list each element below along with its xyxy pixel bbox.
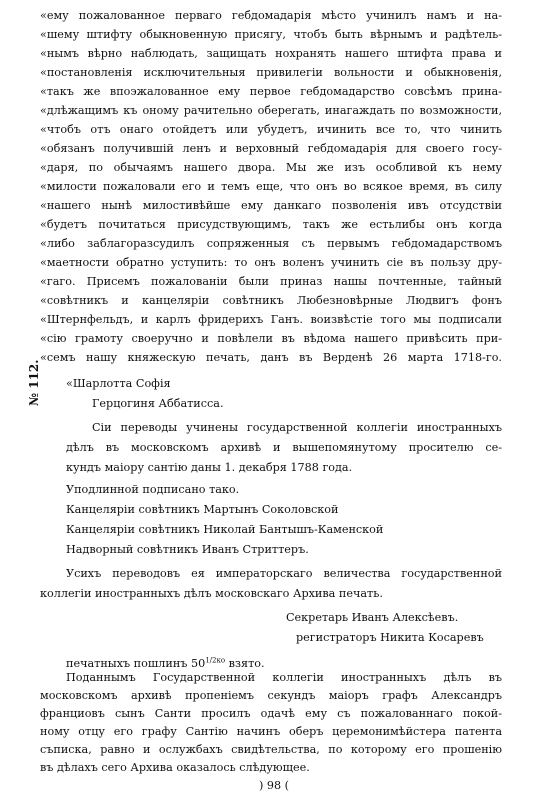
- registrar-line: регистраторъ Никита Косаревъ: [296, 631, 484, 644]
- text-line: «милости пожаловали его и темъ еще, что онъ во всякое время, въ силу: [40, 180, 502, 193]
- text-line: «гаго. Присемъ пожалованіи были приназ нашы почтенные, тайный: [40, 275, 502, 288]
- fee-prefix: печатныхъ пошлинъ 50: [66, 657, 206, 670]
- text-line: «будетъ почитаться присудствующимъ, такъ же естьлибы онъ когда: [40, 218, 502, 231]
- secretary-line: Секретарь Иванъ Алексѣевъ.: [286, 611, 459, 624]
- text-line: «нашего нынѣ милостивѣйше ему данкаго позволенія ивъ отсудствіи: [40, 199, 502, 212]
- text-line: кундъ маіору сантію даны 1. декабря 1788 года.: [66, 461, 353, 474]
- text-line: коллегіи иностранныхъ дѣлъ московскаго Архива печать.: [40, 587, 383, 600]
- text-line: «длѣжащимъ къ оному рачительно оберегать, инагаждать по возможности,: [40, 104, 502, 117]
- text-line: съписка, равно и ослужбахъ свидѣтельства, по которому его прошенію: [40, 743, 502, 756]
- signer-line: Надворный совѣтникъ Иванъ Стриттеръ.: [66, 543, 309, 556]
- fee-sup: ко: [216, 656, 226, 665]
- text-line: «чтобъ отъ онаго отойдетъ или убудетъ, ичинить все то, что чинить: [40, 123, 502, 136]
- fee-suffix: взято.: [225, 657, 265, 670]
- text-line: «нымъ вѣрно наблюдать, защищать нохранять нашего штифта права и: [40, 47, 502, 60]
- text-line: «либо заблагоразсудилъ сопряженныя съ первымъ гебдомадарствомъ: [40, 237, 502, 250]
- signature-name: «Шарлотта Софія: [66, 377, 171, 390]
- text-line: Сіи переводы учинены государственной коллегіи иностранныхъ: [92, 421, 502, 434]
- text-line: «семъ нашу княжескую печать, данъ въ Верденѣ 26 марта 1718-го.: [40, 351, 502, 364]
- page-number: ) 98 (: [258, 779, 290, 792]
- text-line: «такъ же впоэжалованное ему первое гебдомадарство совсѣмъ прина-: [40, 85, 502, 98]
- text-line: «даря, по обычаямъ нашего двора. Мы же изъ особливой къ нему: [40, 161, 502, 174]
- text-line: московскомъ архивѣ пропеніемъ секундъ маіоръ графъ Александръ: [40, 689, 502, 702]
- text-line: «совѣтникъ и канцеляріи совѣтникъ Любезновѣрные Людвигъ фонъ: [40, 294, 502, 307]
- text-line: Усихъ переводовъ ея императорскаго величества государственной: [66, 567, 502, 580]
- text-line: «сію грамоту своеручно и повѣлели въ вѣдома нашего привѣсить при-: [40, 332, 502, 345]
- signer-line: Канцеляріи совѣтникъ Мартынъ Соколовской: [66, 503, 339, 516]
- text-line-last: въ дѣлахъ сего Архива оказалось слѣдующее.: [40, 761, 310, 774]
- text-line: «ему пожалованное перваго гебдомадарія мѣсто учинилъ намъ и на-: [40, 9, 502, 22]
- text-line: «шему штифту обыкновенную присягу, чтобъ быть вѣрнымъ и радѣтель-: [40, 28, 502, 41]
- text-line: Поданнымъ Государственной коллегіи иностранныхъ дѣлъ въ: [66, 671, 502, 684]
- text-line: «постановленія исключительныя привилегіи вольности и обыкновенія,: [40, 66, 502, 79]
- text-line: «Штернфельдъ, и карлъ фридерихъ Ганъ. воизвѣстіе того мы подписали: [40, 313, 502, 326]
- text-line: ному отцу его графу Сантію начинъ оберъ церемонимѣйстера патента: [40, 725, 502, 738]
- fee-fraction: 1/2: [205, 656, 217, 665]
- signer-line: Канцеляріи совѣтникъ Николай Бантышъ-Каменской: [66, 523, 384, 536]
- signature-title: Герцогиня Аббатисса.: [92, 397, 224, 410]
- margin-document-number: № 112.: [27, 359, 41, 406]
- text-line: франциовъ сынъ Санти просилъ одачѣ ему съ пожалованнаго покой-: [40, 707, 502, 720]
- text-line: дѣлъ въ московскомъ архивѣ и вышепомянутому просителю се-: [66, 441, 502, 454]
- text-line: «маетности обратно уступить: то онъ воленъ учинить сіе въ пользу дру-: [40, 256, 502, 269]
- signed-header: Уподлинной подписано тако.: [66, 483, 240, 496]
- text-line: «обязанъ получившій ленъ и верховный гебдомадарія для своего госу-: [40, 142, 502, 155]
